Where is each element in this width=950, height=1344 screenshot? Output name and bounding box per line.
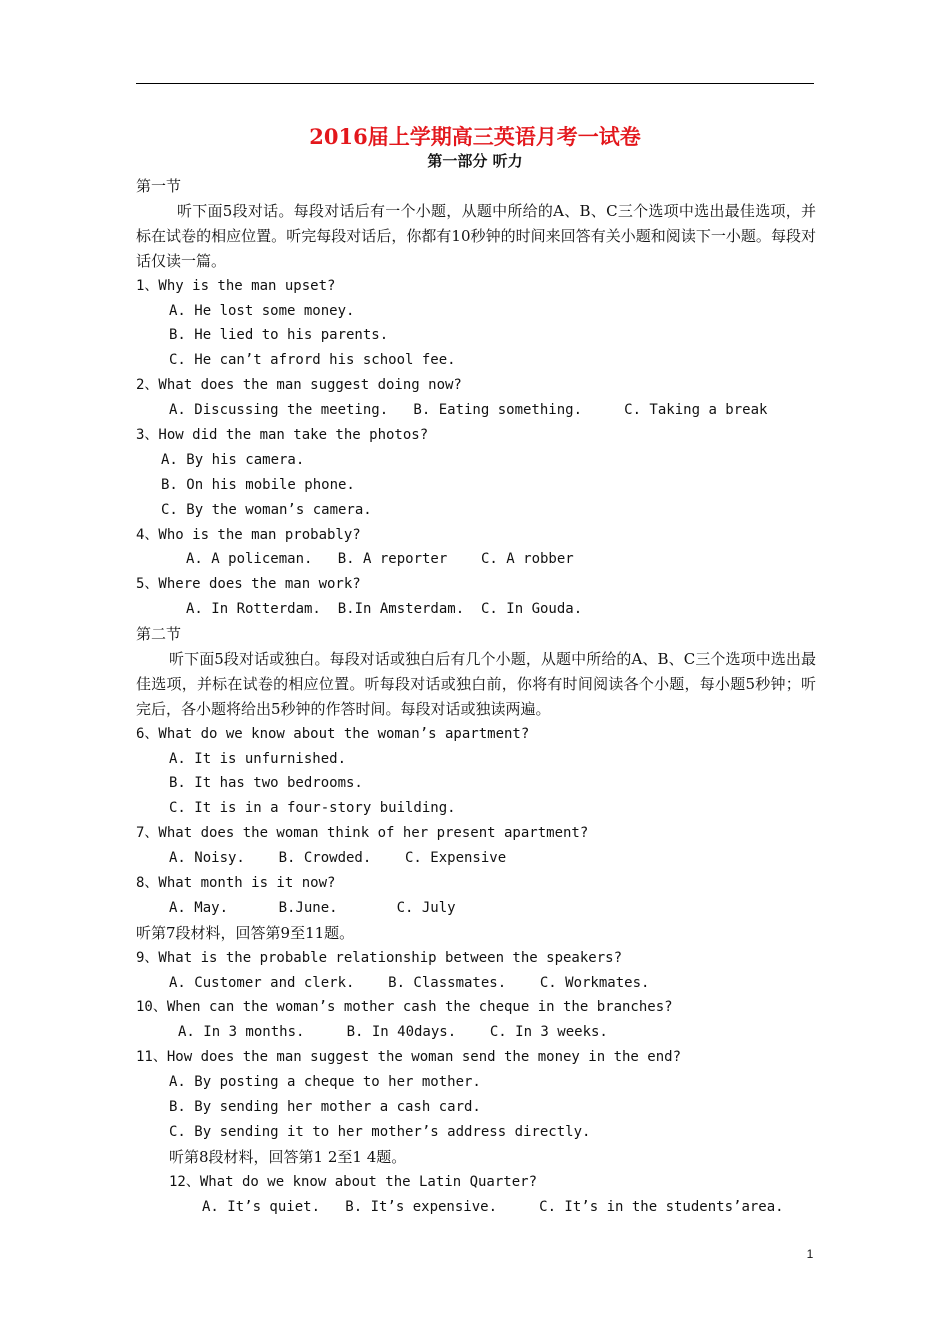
q2-options: A. Discussing the meeting. B. Eating something. C. Taking a break (169, 402, 768, 419)
q5-stem: 5、Where does the man work? (136, 576, 361, 593)
q3-option-b: B. On his mobile phone. (161, 476, 355, 493)
q2-stem: 2、What does the man suggest doing now? (136, 377, 462, 394)
q7-options: A. Noisy. B. Crowded. C. Expensive (169, 850, 507, 867)
q12-stem: 12、What do we know about the Latin Quarter? (169, 1173, 538, 1190)
q1-option-c: C. He can’t afrord his school fee. (169, 352, 456, 369)
q1-option-a: A. He lost some money. (169, 302, 355, 319)
exam-title: 2016届上学期高三英语月考一试卷 (309, 124, 641, 149)
q10-stem: 10、When can the woman’s mother cash the cheque in the branches? (136, 999, 673, 1016)
q6-stem: 6、What do we know about the woman’s apartment? (136, 725, 530, 742)
section2-heading: 第二节 (136, 625, 182, 644)
material7-note: 听第7段材料，回答第9至11题。 (136, 923, 355, 942)
q4-stem: 4、Who is the man probably? (136, 526, 361, 543)
page-number: 1 (806, 1247, 814, 1261)
q3-option-a: A. By his camera. (161, 451, 305, 468)
q11-stem: 11、How does the man suggest the woman send the money in the end? (136, 1049, 682, 1066)
q6-option-b: B. It has two bedrooms. (169, 775, 363, 792)
q9-stem: 9、What is the probable relationship between the speakers? (136, 949, 623, 966)
q6-option-a: A. It is unfurnished. (169, 750, 347, 767)
q9-options: A. Customer and clerk. B. Classmates. C. Workmates. (169, 974, 650, 991)
q1-stem: 1、Why is the man upset? (136, 277, 336, 294)
material8-note: 听第8段材料，回答第1 2至1 4题。 (169, 1147, 407, 1166)
q11-option-a: A. By posting a cheque to her mother. (169, 1074, 481, 1091)
q3-stem: 3、How did the man take the photos? (136, 426, 429, 443)
section1-instructions: 听下面5段对话。每段对话后有一个小题，从题中所给的A、B、C三个选项中选出最佳选项，并标在试卷的相应位置。听完每段对话后，你都有10秒钟的时间来回答有关小题和阅读下一小题。每段对话仅读一篇。 (136, 201, 816, 270)
q3-option-c: C. By the woman’s camera. (161, 501, 372, 518)
q5-options: A. In Rotterdam. B.In Amsterdam. C. In Gouda. (186, 601, 583, 618)
q11-option-b: B. By sending her mother a cash card. (169, 1099, 481, 1116)
q1-option-b: B. He lied to his parents. (169, 327, 389, 344)
q11-option-c: C. By sending it to her mother’s address directly. (169, 1123, 591, 1140)
q12-options: A. It’s quiet. B. It’s expensive. C. It’s in the students’area. (202, 1198, 784, 1215)
q8-options: A. May. B.June. C. July (169, 899, 456, 916)
q6-option-c: C. It is in a four-story building. (169, 800, 456, 817)
q7-stem: 7、What does the woman think of her present apartment? (136, 825, 589, 842)
q8-stem: 8、What month is it now? (136, 875, 336, 892)
q4-options: A. A policeman. B. A reporter C. A robber (186, 551, 574, 568)
section2-instructions: 听下面5段对话或独白。每段对话或独白后有几个小题，从题中所给的A、B、C三个选项中选出最佳选项，并标在试卷的相应位置。听每段对话或独白前，你将有时间阅读各个小题，每小题5秒钟；听完后，各小题将给出5秒钟的作答时间。每段对话或独读两遍。 (136, 649, 816, 718)
header-rule (136, 83, 814, 84)
q10-options: A. In 3 months. B. In 40days. C. In 3 weeks. (178, 1024, 608, 1041)
exam-content (136, 174, 816, 1220)
part-subtitle: 第一部分 听力 (427, 152, 523, 170)
section1-heading: 第一节 (136, 177, 182, 195)
